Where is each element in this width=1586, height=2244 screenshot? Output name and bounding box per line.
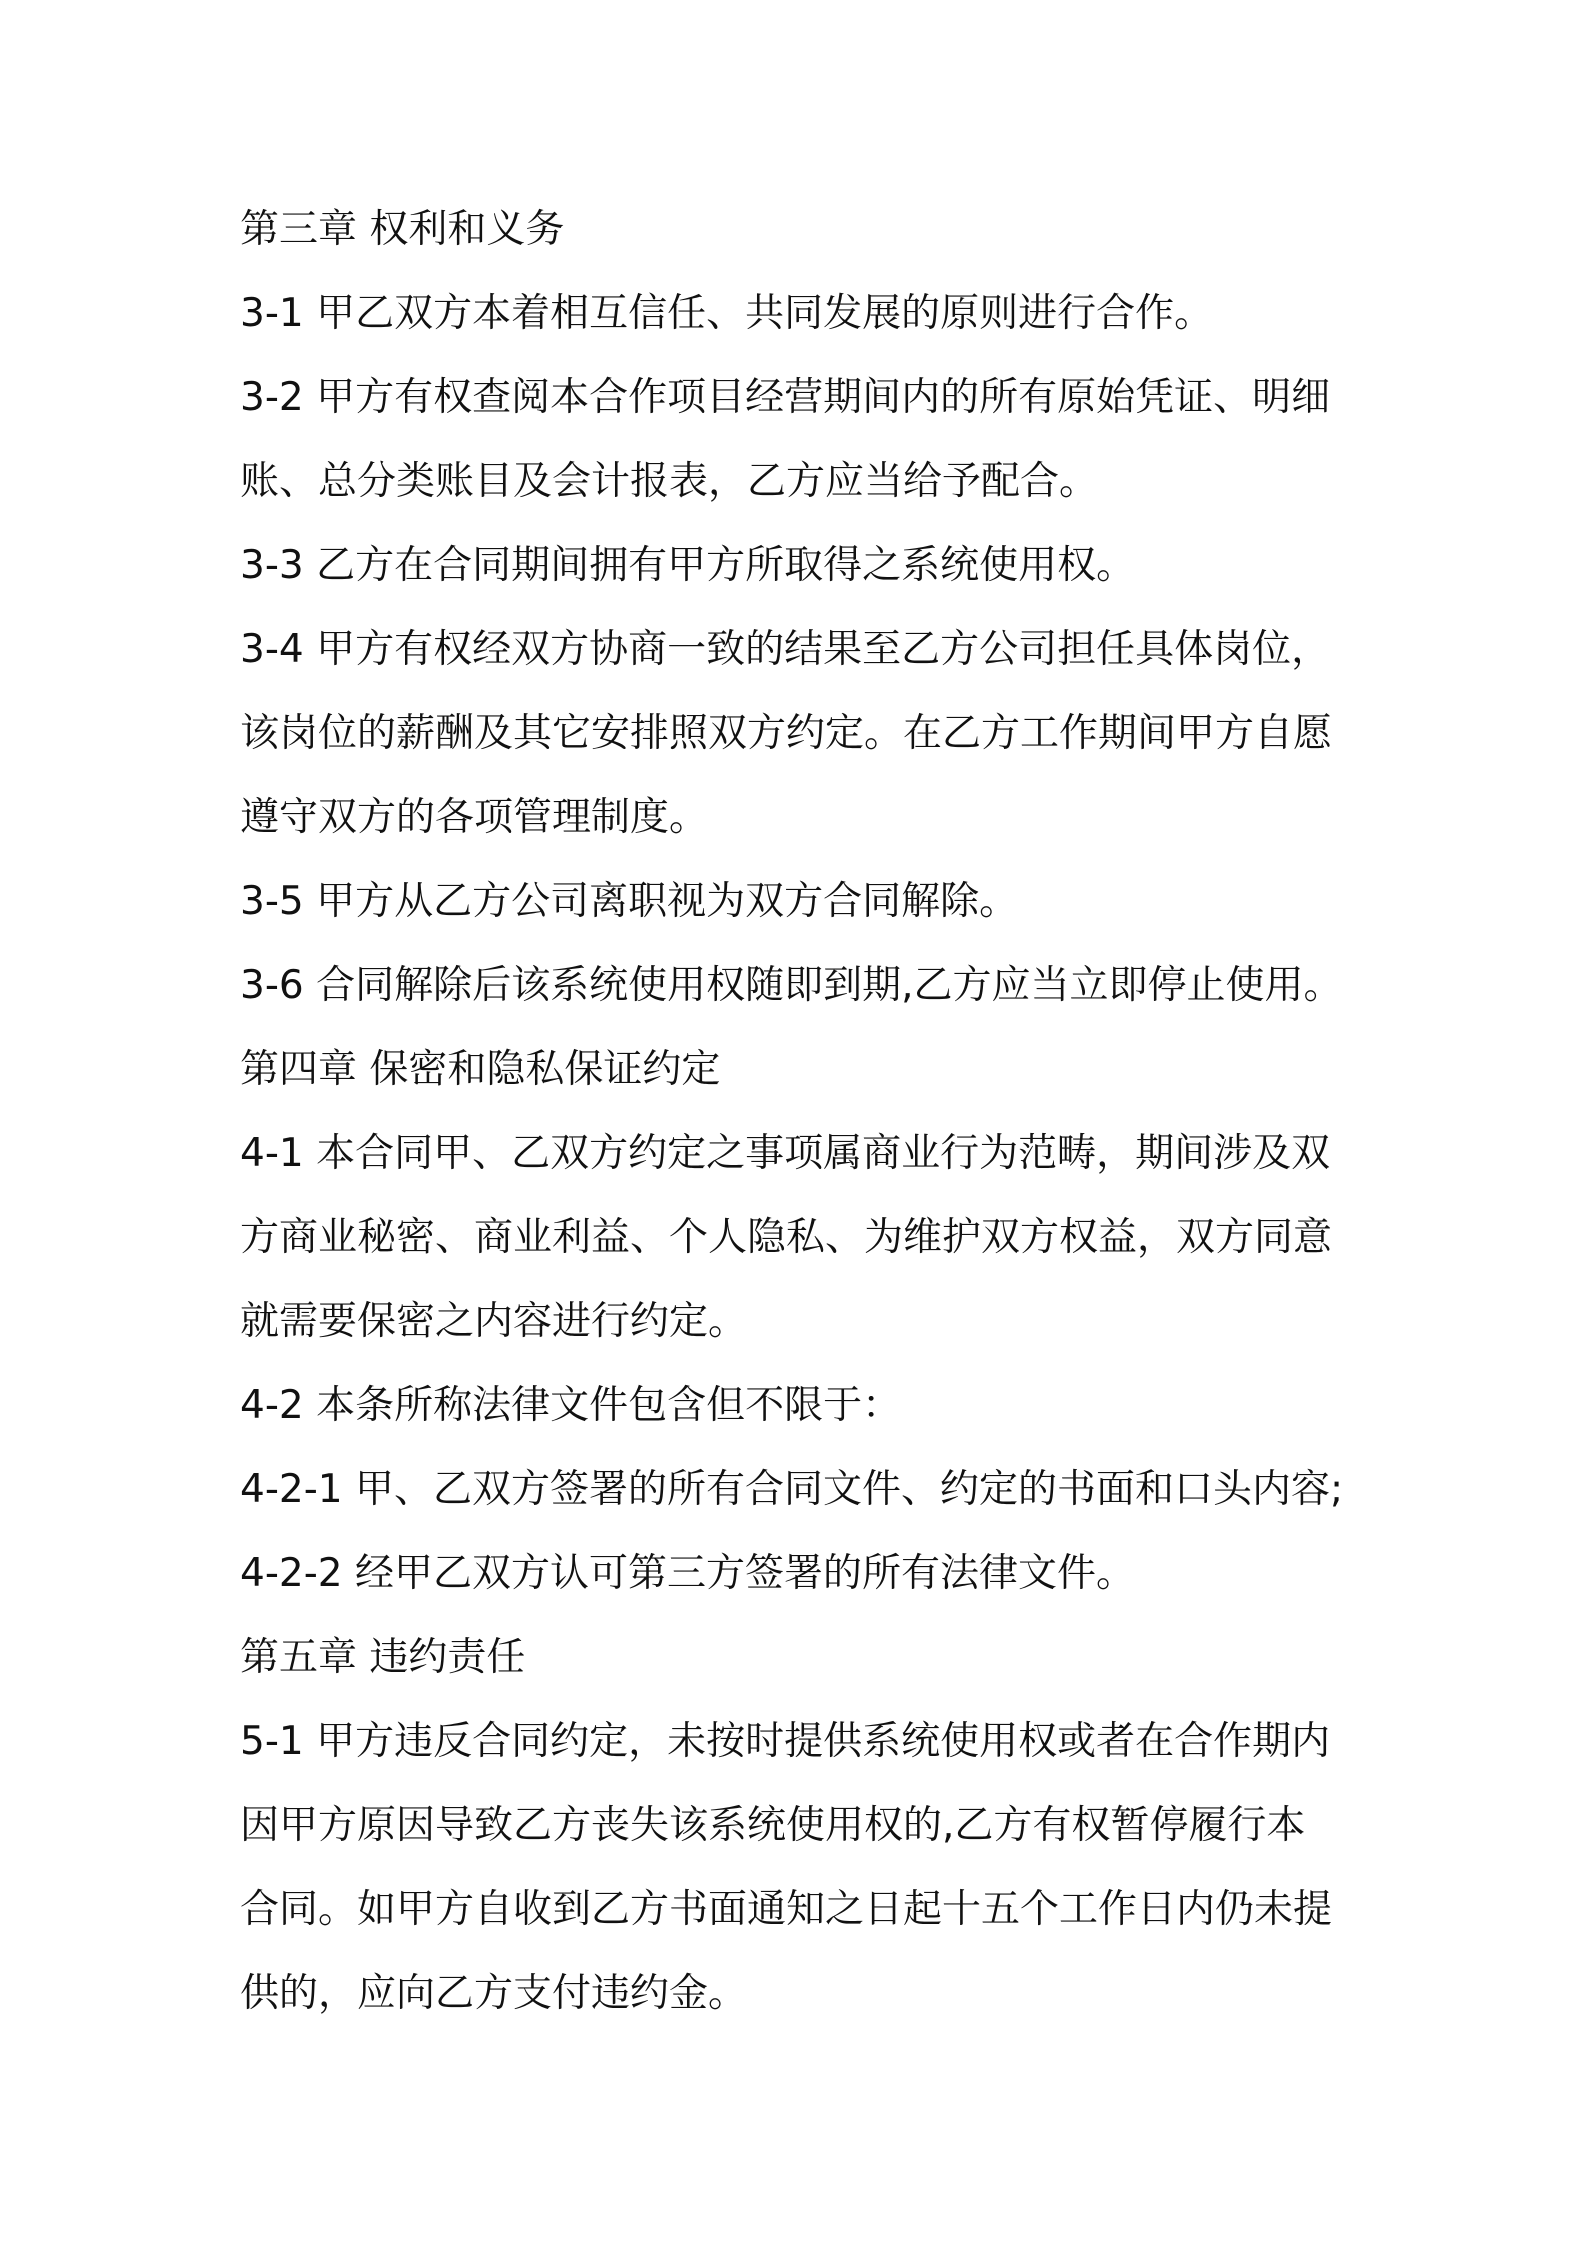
clause-4-1-line-1: 4-1 本合同甲、乙双方约定之事项属商业行为范畴，期间涉及双 [240,1131,1331,1176]
clause-3-2-line-2: 账、总分类账目及会计报表，乙方应当给予配合。 [240,459,1099,504]
chapter-3-heading: 第三章 权利和义务 [240,207,565,252]
clause-4-1-line-2: 方商业秘密、商业利益、个人隐私、为维护双方权益，双方同意 [240,1215,1333,1260]
clause-3-5: 3-5 甲方从乙方公司离职视为双方合同解除。 [240,879,1019,924]
clause-3-1: 3-1 甲乙双方本着相互信任、共同发展的原则进行合作。 [240,291,1214,336]
clause-3-2-line-1: 3-2 甲方有权查阅本合作项目经营期间内的所有原始凭证、明细 [240,375,1331,420]
clause-3-4-line-2: 该岗位的薪酬及其它安排照双方约定。在乙方工作期间甲方自愿 [240,711,1333,756]
clause-4-1-line-3: 就需要保密之内容进行约定。 [240,1299,748,1344]
clause-5-1-line-4: 供的，应向乙方支付违约金。 [240,1971,748,2016]
contract-page [240,195,1350,2043]
chapter-5-heading: 第五章 违约责任 [240,1635,526,1680]
clause-5-1-line-2: 因甲方原因导致乙方丧失该系统使用权的,乙方有权暂停履行本 [240,1803,1306,1848]
clause-3-6: 3-6 合同解除后该系统使用权随即到期,乙方应当立即停止使用。 [240,963,1343,1008]
clause-4-2-2: 4-2-2 经甲乙双方认可第三方签署的所有法律文件。 [240,1551,1135,1596]
clause-3-4-line-1: 3-4 甲方有权经双方协商一致的结果至乙方公司担任具体岗位， [240,627,1331,672]
clause-4-2: 4-2 本条所称法律文件包含但不限于： [240,1383,902,1428]
clause-3-4-line-3: 遵守双方的各项管理制度。 [240,795,709,840]
clause-5-1-line-3: 合同。如甲方自收到乙方书面通知之日起十五个工作日内仍未提 [240,1887,1333,1932]
clause-3-3: 3-3 乙方在合同期间拥有甲方所取得之系统使用权。 [240,543,1136,588]
chapter-4-heading: 第四章 保密和隐私保证约定 [240,1047,721,1092]
clause-4-2-1: 4-2-1 甲、乙双方签署的所有合同文件、约定的书面和口头内容; [240,1467,1344,1512]
clause-5-1-line-1: 5-1 甲方违反合同约定，未按时提供系统使用权或者在合作期内 [240,1719,1331,1764]
